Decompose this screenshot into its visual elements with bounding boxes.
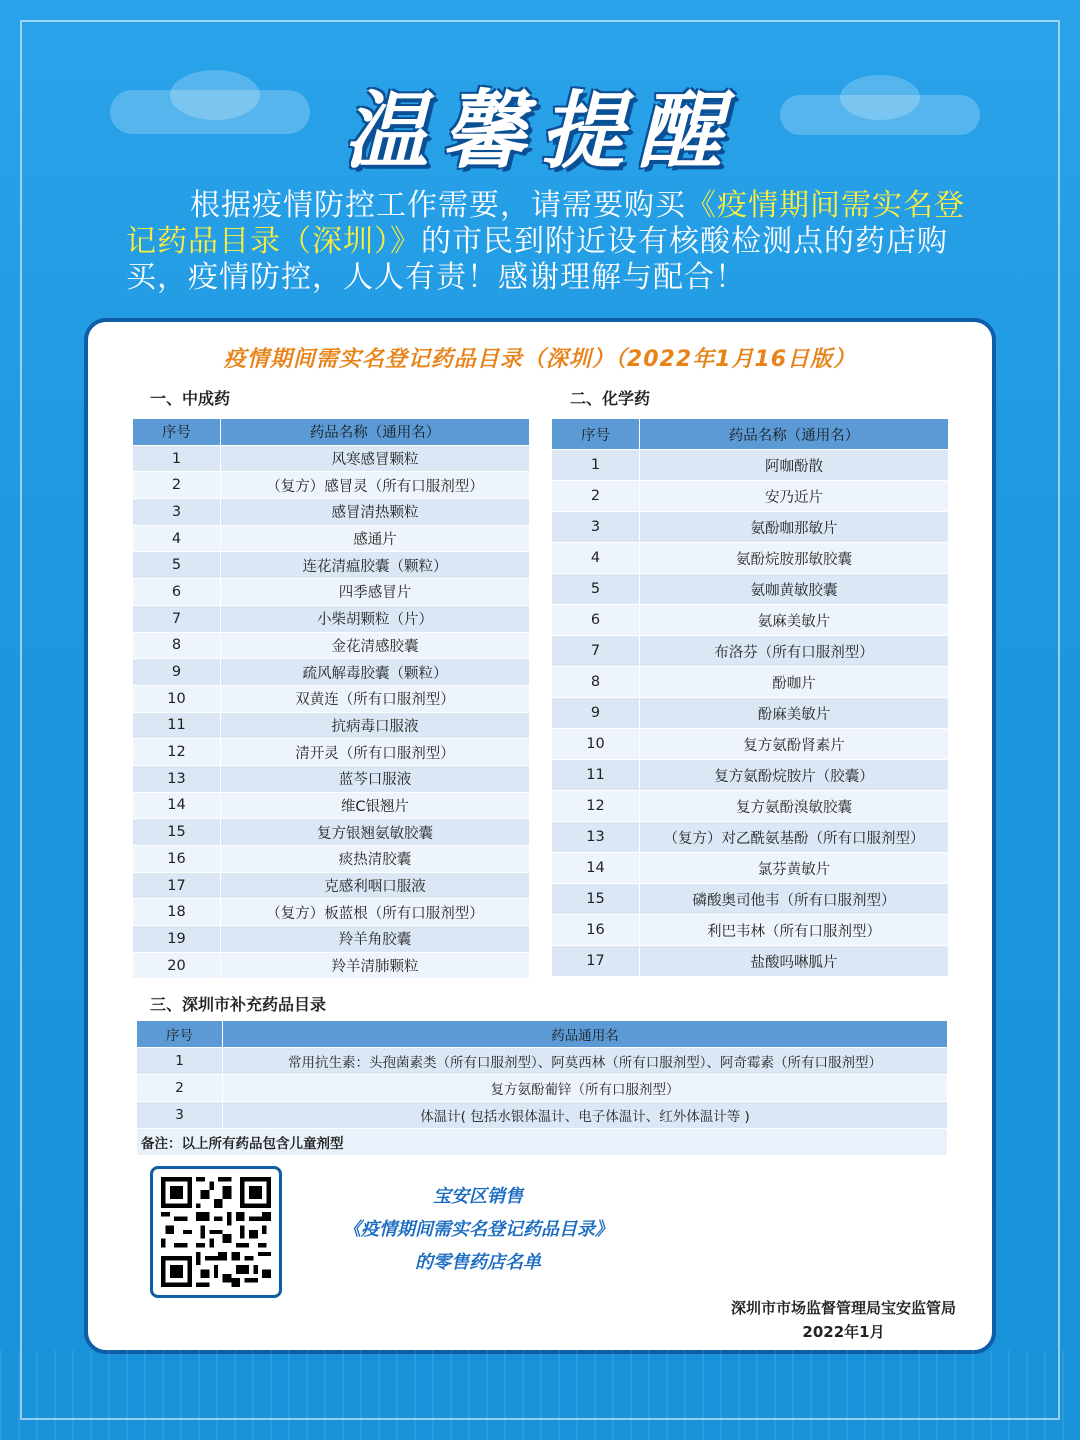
drug-name: 氨酚烷胺那敏胶囊 xyxy=(640,543,949,574)
row-number: 7 xyxy=(552,636,640,667)
row-number: 11 xyxy=(552,760,640,791)
drug-name: （复方）板蓝根（所有口服剂型） xyxy=(221,899,530,926)
table-row xyxy=(552,915,949,946)
table-row xyxy=(133,632,530,659)
table-row xyxy=(552,791,949,822)
row-number: 19 xyxy=(133,926,221,953)
row-number: 20 xyxy=(133,952,221,979)
section-heading-tcm: 一、中成药 xyxy=(150,389,231,408)
row-number: 15 xyxy=(133,819,221,846)
row-number: 4 xyxy=(133,525,221,552)
drug-name: 阿咖酚散 xyxy=(640,450,949,481)
intro-paragraph xyxy=(126,188,966,296)
row-number: 2 xyxy=(552,481,640,512)
row-number: 2 xyxy=(137,1075,223,1102)
table-row xyxy=(552,667,949,698)
drug-name: 体温计( 包括水银体温计、电子体温计、红外体温计等 ) xyxy=(223,1102,948,1129)
table-row xyxy=(552,884,949,915)
row-number: 10 xyxy=(552,729,640,760)
row-number: 12 xyxy=(552,791,640,822)
table-row xyxy=(133,819,530,846)
table-row xyxy=(133,605,530,632)
row-number: 13 xyxy=(552,822,640,853)
row-number: 4 xyxy=(552,543,640,574)
table-row xyxy=(552,946,949,977)
table-row xyxy=(552,543,949,574)
drug-name: （复方）感冒灵（所有口服剂型） xyxy=(221,472,530,499)
section-heading-chemical: 二、化学药 xyxy=(570,389,651,408)
col-header-name: 药品名称（通用名） xyxy=(221,419,530,446)
supplement-table xyxy=(136,1020,948,1156)
drug-name: 四季感冒片 xyxy=(221,579,530,606)
table-note: 备注：以上所有药品包含儿童剂型 xyxy=(137,1129,948,1156)
table-row xyxy=(552,450,949,481)
row-number: 3 xyxy=(133,499,221,526)
col-header-no: 序号 xyxy=(133,419,221,446)
drug-name: 双黄连（所有口服剂型） xyxy=(221,685,530,712)
drug-name: 抗病毒口服液 xyxy=(221,712,530,739)
qr-caption-line: 宝安区销售 xyxy=(433,1186,523,1207)
drug-name: 氨麻美敏片 xyxy=(640,605,949,636)
issuing-org: 深圳市市场监督管理局宝安监管局 xyxy=(730,1299,956,1317)
table-row xyxy=(133,872,530,899)
drug-name: 复方银翘氨敏胶囊 xyxy=(221,819,530,846)
table-row xyxy=(552,760,949,791)
drug-name: 氨酚咖那敏片 xyxy=(640,512,949,543)
row-number: 3 xyxy=(137,1102,223,1129)
intro-highlight: 《疫情期间需实名登记药品目录（深圳）》 xyxy=(126,188,965,259)
tcm-table xyxy=(132,418,530,979)
table-row xyxy=(133,552,530,579)
row-number: 8 xyxy=(133,632,221,659)
drug-name: 克感利咽口服液 xyxy=(221,872,530,899)
table-row xyxy=(552,636,949,667)
qr-code-icon xyxy=(161,1177,271,1287)
row-number: 16 xyxy=(133,846,221,873)
drug-name: 复方氨酚肾素片 xyxy=(640,729,949,760)
row-number: 7 xyxy=(133,605,221,632)
row-number: 18 xyxy=(133,899,221,926)
drug-name: 羚羊清肺颗粒 xyxy=(221,952,530,979)
row-number: 1 xyxy=(133,445,221,472)
drug-name: 清开灵（所有口服剂型） xyxy=(221,739,530,766)
col-header-name: 药品名称（通用名） xyxy=(640,419,949,450)
row-number: 8 xyxy=(552,667,640,698)
table-row xyxy=(133,765,530,792)
drug-name: 痰热清胶囊 xyxy=(221,846,530,873)
drug-name: 安乃近片 xyxy=(640,481,949,512)
drug-list-panel xyxy=(84,318,996,1354)
table-row xyxy=(552,822,949,853)
drug-name: 复方氨酚溴敏胶囊 xyxy=(640,791,949,822)
drug-name: 感通片 xyxy=(221,525,530,552)
table-row xyxy=(133,525,530,552)
row-number: 9 xyxy=(552,698,640,729)
row-number: 15 xyxy=(552,884,640,915)
qr-caption xyxy=(318,1180,638,1279)
row-number: 10 xyxy=(133,685,221,712)
table-row xyxy=(133,712,530,739)
qr-code[interactable] xyxy=(150,1166,282,1298)
signature xyxy=(731,1296,956,1344)
row-number: 2 xyxy=(133,472,221,499)
row-number: 14 xyxy=(133,792,221,819)
drug-name: 磷酸奥司他韦（所有口服剂型） xyxy=(640,884,949,915)
drug-name: 疏风解毒胶囊（颗粒） xyxy=(221,659,530,686)
row-number: 3 xyxy=(552,512,640,543)
table-row xyxy=(552,574,949,605)
drug-name: 蓝芩口服液 xyxy=(221,765,530,792)
col-header-name: 药品通用名 xyxy=(223,1021,948,1048)
table-row xyxy=(552,605,949,636)
table-row xyxy=(133,739,530,766)
page-title: 温馨提醒 xyxy=(343,82,736,180)
panel-title: 疫情期间需实名登记药品目录（深圳）（2022年1月16日版） xyxy=(223,347,857,372)
drug-name: 利巴韦林（所有口服剂型） xyxy=(640,915,949,946)
drug-name: 金花清感胶囊 xyxy=(221,632,530,659)
drug-name: 布洛芬（所有口服剂型） xyxy=(640,636,949,667)
row-number: 16 xyxy=(552,915,640,946)
table-row xyxy=(133,846,530,873)
drug-name: 氨咖黄敏胶囊 xyxy=(640,574,949,605)
table-row xyxy=(133,899,530,926)
col-header-no: 序号 xyxy=(552,419,640,450)
table-row xyxy=(133,659,530,686)
row-number: 5 xyxy=(133,552,221,579)
table-note-row xyxy=(137,1129,948,1156)
qr-caption-line: 的零售药店名单 xyxy=(415,1252,541,1273)
chemical-table xyxy=(551,418,949,977)
section-heading-supplement: 三、深圳市补充药品目录 xyxy=(150,995,327,1014)
table-row xyxy=(552,512,949,543)
intro-text: 的市民到附近设有核酸检测点的药店购买，疫情防控，人人有责！感谢理解与配合！ xyxy=(126,224,948,295)
drug-name: 小柴胡颗粒（片） xyxy=(221,605,530,632)
qr-caption-line: 《疫情期间需实名登记药品目录》 xyxy=(343,1219,613,1240)
table-row xyxy=(133,792,530,819)
table-row xyxy=(137,1075,948,1102)
drug-name: 感冒清热颗粒 xyxy=(221,499,530,526)
drug-name: 复方氨酚葡锌（所有口服剂型） xyxy=(223,1075,948,1102)
col-header-no: 序号 xyxy=(137,1021,223,1048)
row-number: 11 xyxy=(133,712,221,739)
table-row xyxy=(552,698,949,729)
drug-name: 连花清瘟胶囊（颗粒） xyxy=(221,552,530,579)
row-number: 17 xyxy=(133,872,221,899)
drug-name: 维C银翘片 xyxy=(221,792,530,819)
table-row xyxy=(133,445,530,472)
row-number: 5 xyxy=(552,574,640,605)
drug-name: 复方氨酚烷胺片（胶囊） xyxy=(640,760,949,791)
table-row xyxy=(133,499,530,526)
table-row xyxy=(133,952,530,979)
row-number: 1 xyxy=(137,1048,223,1075)
row-number: 13 xyxy=(133,765,221,792)
intro-text: 根据疫情防控工作需要，请需要购买 xyxy=(190,188,686,223)
table-row xyxy=(552,481,949,512)
table-row xyxy=(552,853,949,884)
table-row xyxy=(133,579,530,606)
table-row xyxy=(133,926,530,953)
table-row xyxy=(137,1048,948,1075)
drug-name: 氯芬黄敏片 xyxy=(640,853,949,884)
drug-name: 风寒感冒颗粒 xyxy=(221,445,530,472)
row-number: 6 xyxy=(552,605,640,636)
table-row xyxy=(133,685,530,712)
row-number: 12 xyxy=(133,739,221,766)
drug-name: 酚麻美敏片 xyxy=(640,698,949,729)
table-row xyxy=(552,729,949,760)
drug-name: 常用抗生素：头孢菌素类（所有口服剂型）、阿莫西林（所有口服剂型）、阿奇霉素（所有口服剂型） xyxy=(223,1048,948,1075)
row-number: 6 xyxy=(133,579,221,606)
drug-name: 盐酸吗啉胍片 xyxy=(640,946,949,977)
drug-name: 酚咖片 xyxy=(640,667,949,698)
drug-name: 羚羊角胶囊 xyxy=(221,926,530,953)
drug-name: （复方）对乙酰氨基酚（所有口服剂型） xyxy=(640,822,949,853)
row-number: 1 xyxy=(552,450,640,481)
row-number: 14 xyxy=(552,853,640,884)
row-number: 17 xyxy=(552,946,640,977)
issue-date: 2022年1月 xyxy=(802,1323,885,1341)
table-row xyxy=(133,472,530,499)
city-skyline-decoration xyxy=(0,1350,1080,1440)
table-row xyxy=(137,1102,948,1129)
row-number: 9 xyxy=(133,659,221,686)
